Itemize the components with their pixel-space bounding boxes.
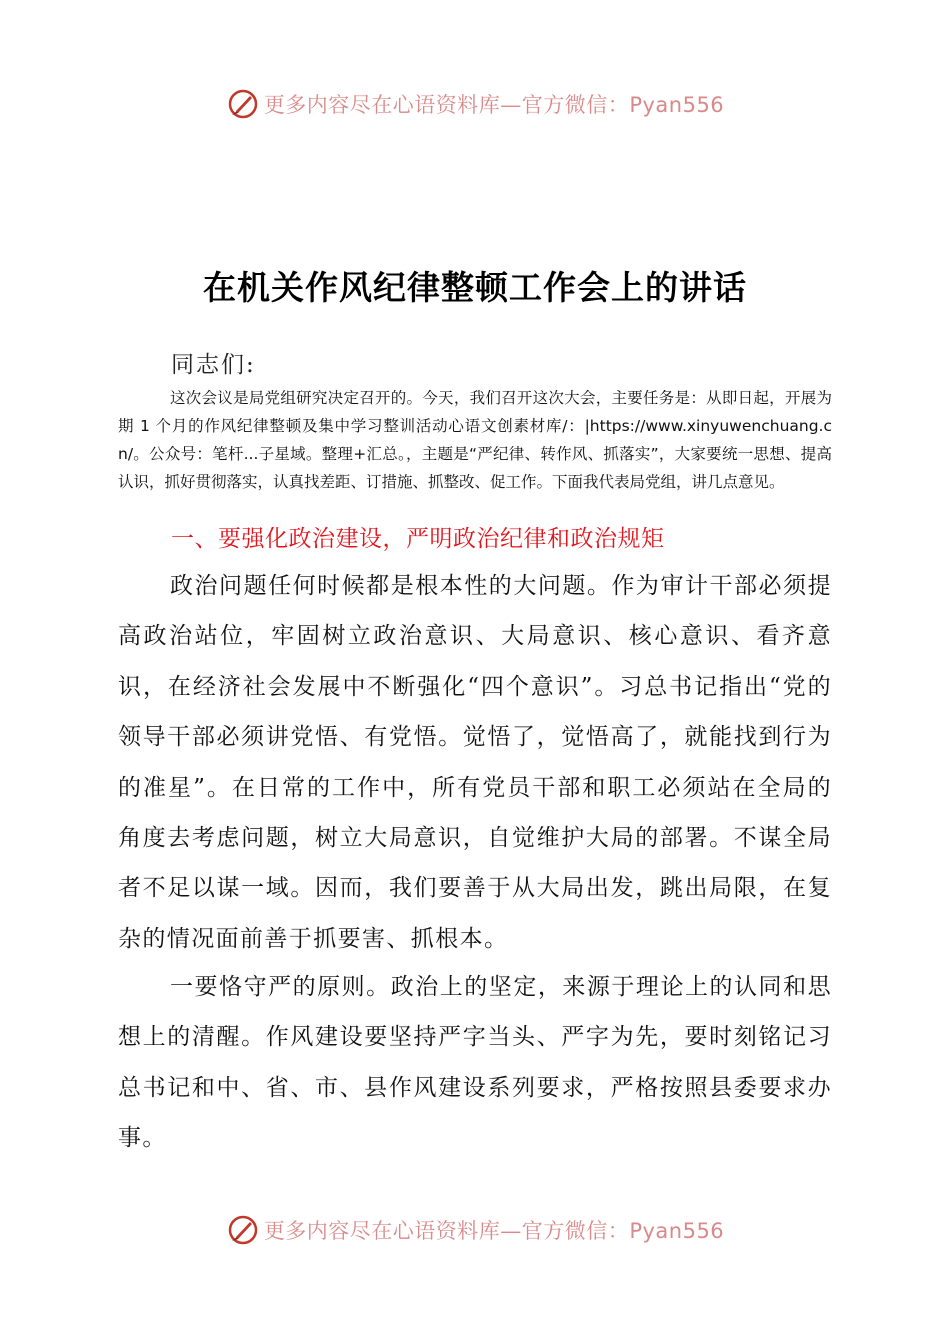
watermark-text: 更多内容尽在心语资料库—官方微信：Pyan556 <box>263 1219 725 1243</box>
section-heading: 一、要强化政治建设，严明政治纪律和政治规矩 <box>171 526 665 552</box>
footer-watermark <box>0 1210 950 1250</box>
pen-logo-icon <box>226 87 260 121</box>
pen-logo-icon <box>226 1213 260 1247</box>
watermark-text: 更多内容尽在心语资料库—官方微信：Pyan556 <box>263 93 725 117</box>
header-watermark <box>0 84 950 124</box>
salutation: 同志们: <box>171 352 256 378</box>
body-paragraph-1: 政治问题任何时候都是根本性的大问题。作为审计干部必须提高政治站位，牢固树立政治意识、大局意识、核心意识、看齐意识，在经济社会发展中不断强化“四个意识”。习总书记指出“党的领导干部必须讲党悟、有党悟。觉悟了，觉悟高了，就能找到行为的准星”。在日常的工作中，所有党员干部和职工必须站在全局的角度去考虑问题，树立大局意识，自觉维护大局的部署。不谋全局者不足以谋一域。因而，我们要善于从大局出发，跳出局限，在复杂的情况面前善于抓要害、抓根本。 <box>118 573 832 952</box>
intro-paragraph: 这次会议是局党组研究决定召开的。今天，我们召开这次大会，主要任务是：从即日起，开展为期 1 个月的作风纪律整顿及集中学习整训活动心语文创素材库/：|https://www.xinyuwenchuang.cn/。公众号：笔杆...子星域。整理+汇总。，主题是“严纪律、转作风、抓落实”，大家要统一思想、提高认识，抓好贯彻落实，认真找差距、订措施、抓整改、促工作。下面我代表局党组，讲几点意见。 <box>118 389 832 491</box>
body-paragraph-2: 一要恪守严的原则。政治上的坚定，来源于理论上的认同和思想上的清醒。作风建设要坚持严字当头、严字为先，要时刻铭记习总书记和中、省、市、县作风建设系列要求，严格按照县委要求办事。 <box>118 974 832 1152</box>
page-title: 在机关作风纪律整顿工作会上的讲话 <box>203 268 747 307</box>
